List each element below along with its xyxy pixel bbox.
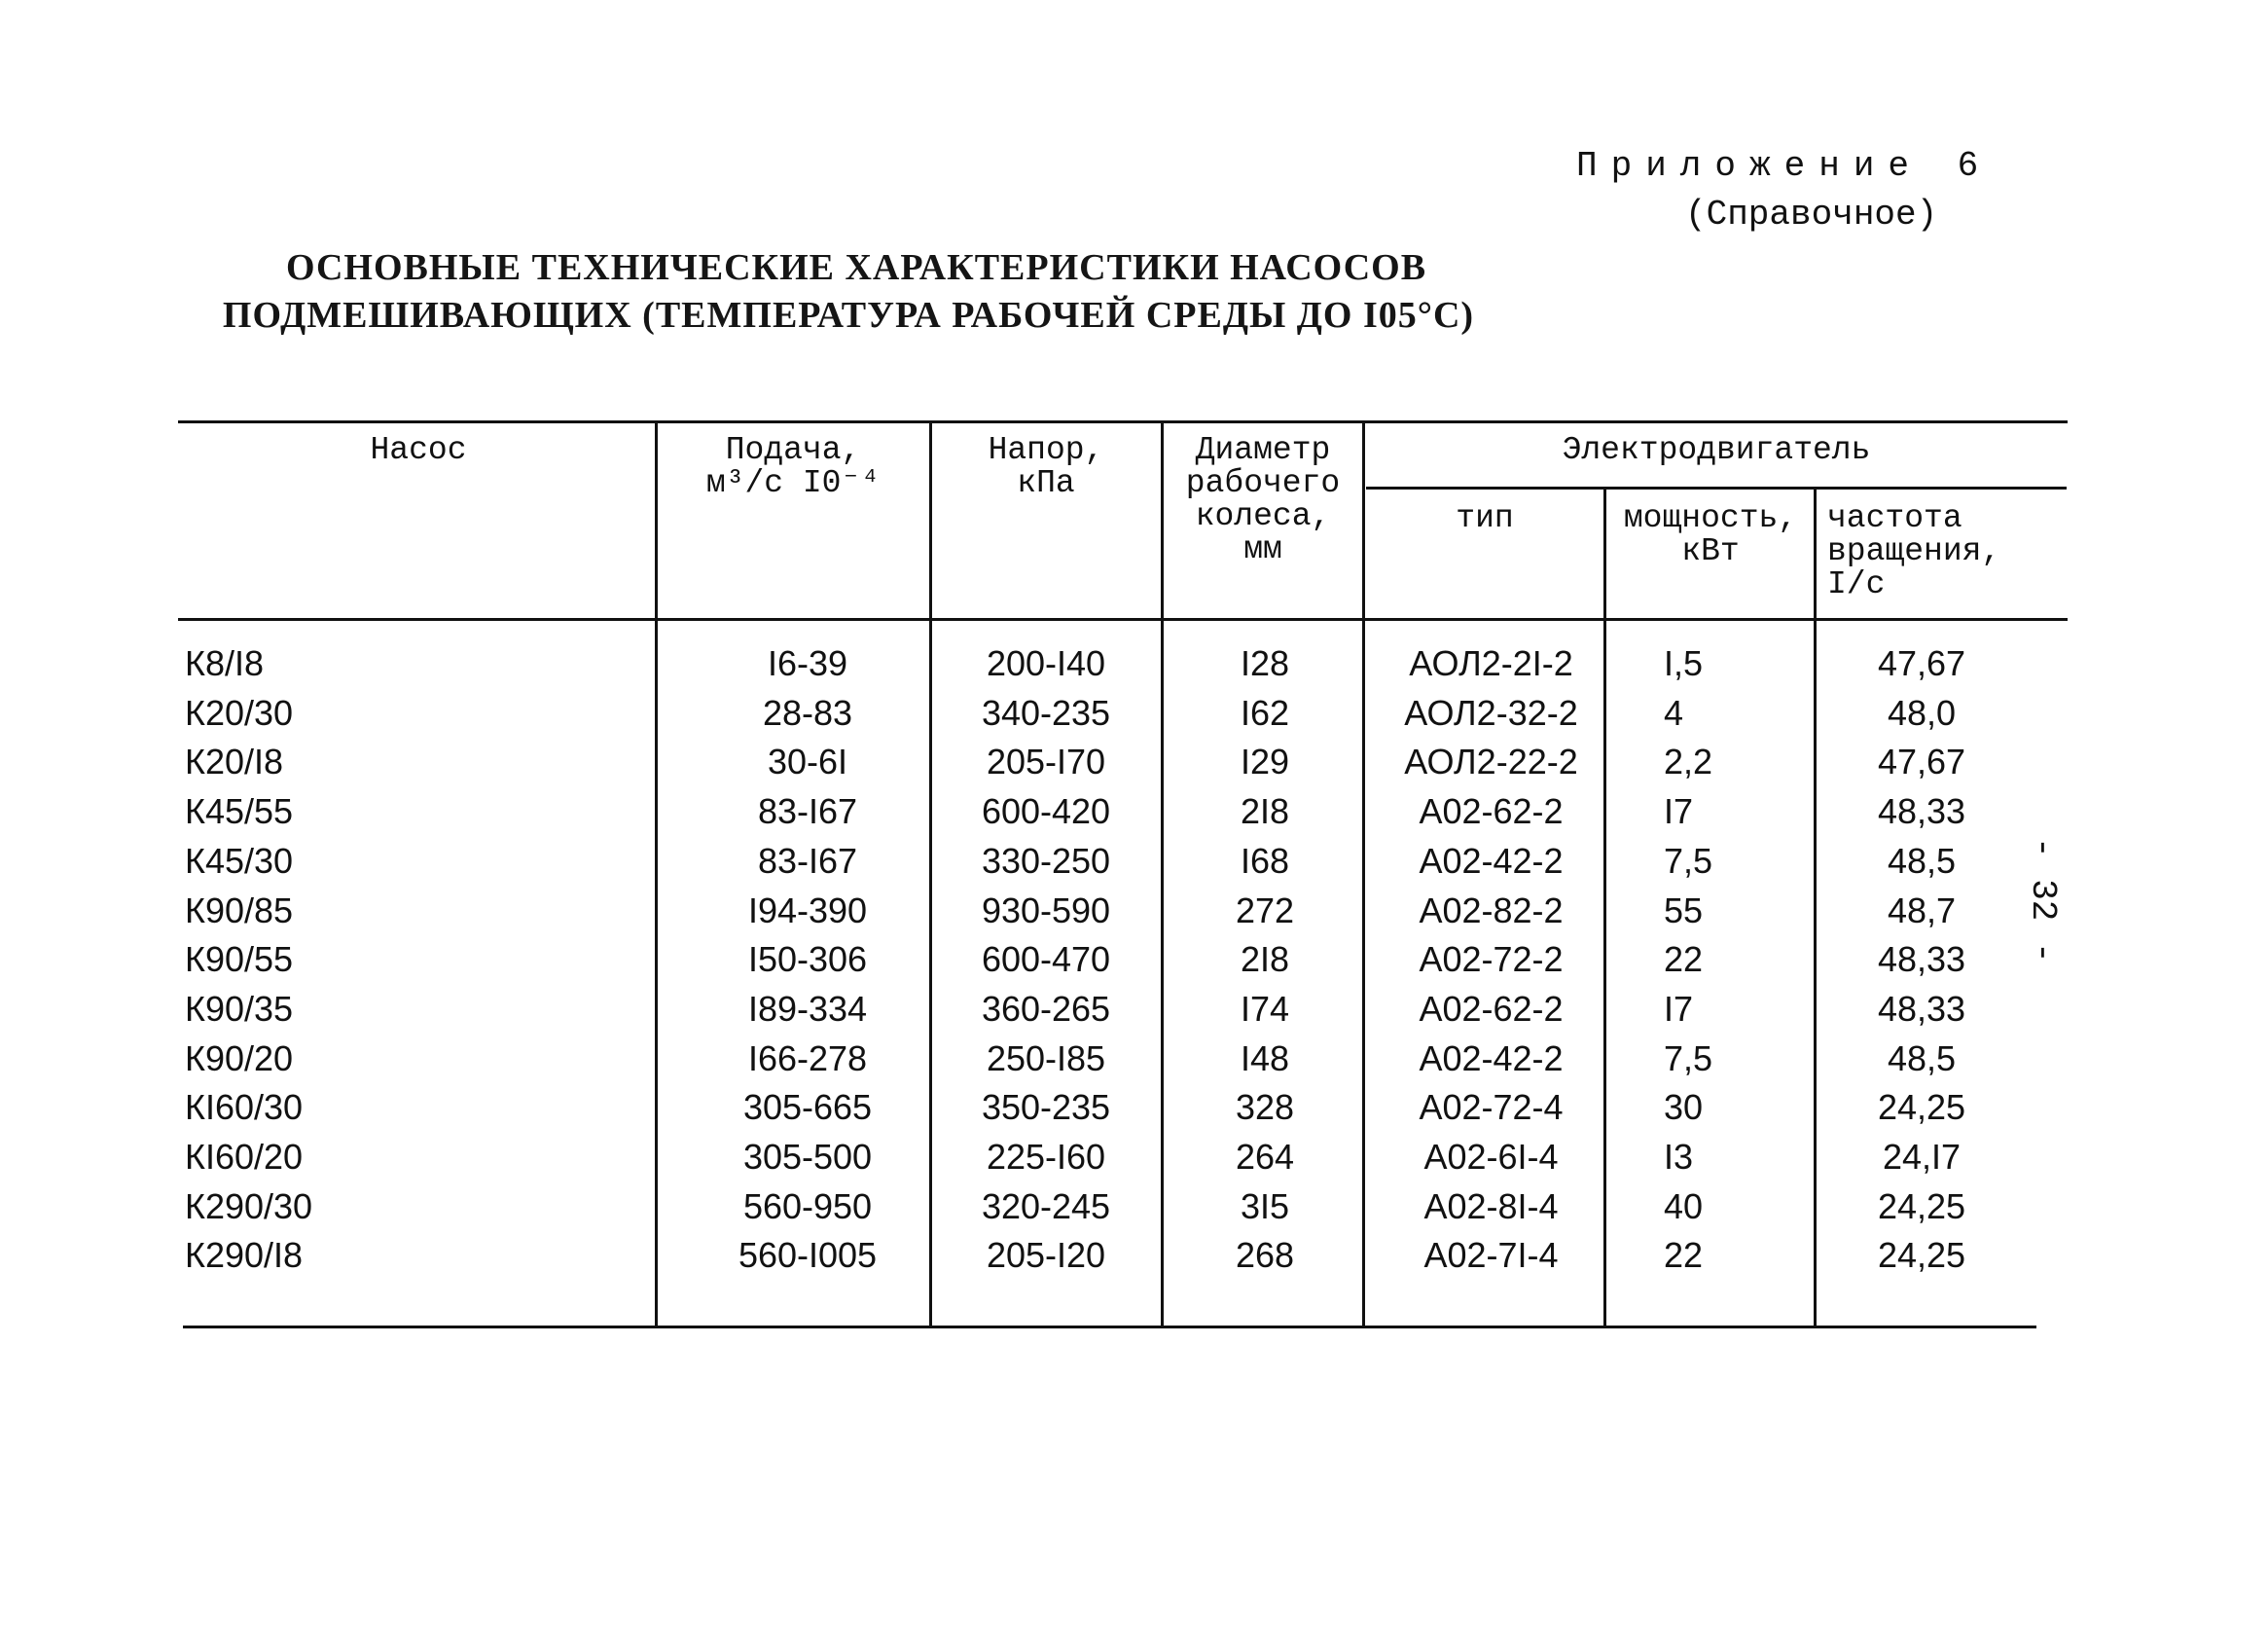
diameter-cell: 2I8: [1240, 939, 1290, 979]
power-cell: 40: [1664, 1186, 1704, 1226]
appendix-label: Приложение 6: [1576, 146, 1993, 186]
head-cell: 360-265: [981, 989, 1111, 1029]
motor-type-cell: АОЛ2-2I-2: [1409, 643, 1573, 683]
motor-type-cell: А02-42-2: [1419, 841, 1564, 881]
motor-type-cell: А02-42-2: [1419, 1038, 1564, 1078]
power-cell: I7: [1664, 989, 1694, 1029]
header-speed: частота вращения, I/с: [1827, 500, 2001, 602]
head-cell: 350-235: [981, 1087, 1111, 1127]
flow-cell: I89-334: [747, 989, 868, 1029]
flow-cell: 83-I67: [757, 841, 858, 881]
power-cell: I,5: [1664, 643, 1704, 683]
flow-cell: 30-6I: [767, 742, 848, 781]
head-cell: 250-I85: [986, 1038, 1106, 1078]
motor-type-cell: А02-72-4: [1419, 1087, 1564, 1127]
header-diameter: Диаметр рабочего колеса, мм: [1185, 432, 1341, 567]
document-title-line2: ПОДМЕШИВАЮЩИХ (ТЕМПЕРАТУРА РАБОЧЕЙ СРЕДЫ ДО I05°С): [222, 295, 1475, 336]
speed-cell: 48,0: [1887, 693, 1957, 733]
head-cell: 320-245: [981, 1186, 1111, 1226]
diameter-cell: 328: [1235, 1087, 1295, 1127]
speed-cell: 48,5: [1887, 841, 1957, 881]
pump-cell: К90/85: [185, 890, 294, 930]
power-cell: 55: [1664, 890, 1704, 930]
col-divider-1: [655, 422, 658, 1327]
diameter-cell: I28: [1240, 643, 1290, 683]
pump-cell: К90/55: [185, 939, 294, 979]
motor-type-cell: А02-62-2: [1419, 989, 1564, 1029]
speed-cell: 48,33: [1877, 989, 1966, 1029]
head-cell: 930-590: [981, 890, 1111, 930]
pump-cell: К90/35: [185, 989, 294, 1029]
diameter-cell: 272: [1235, 890, 1295, 930]
diameter-cell: I62: [1240, 693, 1290, 733]
flow-cell: I94-390: [747, 890, 868, 930]
pump-cell: КI60/20: [185, 1137, 304, 1177]
pump-cell: К45/55: [185, 791, 294, 831]
flow-cell: I6-39: [767, 643, 848, 683]
speed-cell: 24,25: [1877, 1186, 1966, 1226]
diameter-cell: 2I8: [1240, 791, 1290, 831]
power-cell: I7: [1664, 791, 1694, 831]
header-pump: Насос: [370, 432, 467, 468]
head-cell: 205-I20: [986, 1235, 1106, 1275]
diameter-cell: I68: [1240, 841, 1290, 881]
motor-type-cell: А02-7I-4: [1423, 1235, 1559, 1275]
header-type: тип: [1456, 500, 1514, 536]
flow-cell: 305-500: [742, 1137, 873, 1177]
head-cell: 340-235: [981, 693, 1111, 733]
head-cell: 600-420: [981, 791, 1111, 831]
table-top-rule: [178, 420, 2068, 423]
flow-cell: 305-665: [742, 1087, 873, 1127]
speed-cell: 24,I7: [1882, 1137, 1962, 1177]
header-head: Напор, кПа: [988, 432, 1104, 501]
diameter-cell: 268: [1235, 1235, 1295, 1275]
reference-note: (Справочное): [1685, 195, 1938, 235]
diameter-cell: 264: [1235, 1137, 1295, 1177]
header-motor: Электродвигатель: [1562, 432, 1871, 468]
speed-cell: 24,25: [1877, 1087, 1966, 1127]
speed-cell: 24,25: [1877, 1235, 1966, 1275]
power-cell: 7,5: [1664, 841, 1713, 881]
diameter-cell: I48: [1240, 1038, 1290, 1078]
flow-cell: 83-I67: [757, 791, 858, 831]
motor-header-rule: [1366, 487, 2067, 490]
pump-cell: К20/30: [185, 693, 294, 733]
header-flow: Подача, м³/с I0⁻⁴: [705, 432, 881, 501]
flow-cell: I50-306: [747, 939, 868, 979]
power-cell: I3: [1664, 1137, 1694, 1177]
head-cell: 225-I60: [986, 1137, 1106, 1177]
power-cell: 2,2: [1664, 742, 1713, 781]
diameter-cell: I29: [1240, 742, 1290, 781]
head-cell: 330-250: [981, 841, 1111, 881]
motor-type-cell: А02-82-2: [1419, 890, 1564, 930]
speed-cell: 47,67: [1877, 643, 1966, 683]
flow-cell: 28-83: [762, 693, 853, 733]
speed-cell: 48,33: [1877, 939, 1966, 979]
flow-cell: 560-950: [742, 1186, 873, 1226]
motor-type-cell: А02-72-2: [1419, 939, 1564, 979]
pump-cell: К45/30: [185, 841, 294, 881]
power-cell: 4: [1664, 693, 1684, 733]
header-power: мощность, кВт: [1623, 500, 1798, 569]
power-cell: 22: [1664, 939, 1704, 979]
power-cell: 7,5: [1664, 1038, 1713, 1078]
speed-cell: 48,33: [1877, 791, 1966, 831]
head-cell: 205-I70: [986, 742, 1106, 781]
power-cell: 30: [1664, 1087, 1704, 1127]
pump-cell: К20/I8: [185, 742, 284, 781]
diameter-cell: 3I5: [1240, 1186, 1290, 1226]
pump-cell: К290/30: [185, 1186, 313, 1226]
pump-cell: К290/I8: [185, 1235, 304, 1275]
table-bottom-rule: [183, 1326, 2036, 1328]
document-title-line1: ОСНОВНЫЕ ТЕХНИЧЕСКИЕ ХАРАКТЕРИСТИКИ НАСОСОВ: [285, 247, 1427, 288]
motor-type-cell: А02-8I-4: [1423, 1186, 1559, 1226]
diameter-cell: I74: [1240, 989, 1290, 1029]
speed-cell: 48,5: [1887, 1038, 1957, 1078]
head-cell: 200-I40: [986, 643, 1106, 683]
pump-cell: КI60/30: [185, 1087, 304, 1127]
pump-cell: К8/I8: [185, 643, 265, 683]
motor-type-cell: А02-6I-4: [1423, 1137, 1559, 1177]
pump-cell: К90/20: [185, 1038, 294, 1078]
motor-type-cell: А02-62-2: [1419, 791, 1564, 831]
page-number: - 32 -: [2023, 837, 2063, 963]
col-divider-6: [1814, 489, 1817, 1327]
power-cell: 22: [1664, 1235, 1704, 1275]
flow-cell: 560-I005: [738, 1235, 878, 1275]
speed-cell: 47,67: [1877, 742, 1966, 781]
head-cell: 600-470: [981, 939, 1111, 979]
motor-type-cell: АОЛ2-32-2: [1404, 693, 1578, 733]
speed-cell: 48,7: [1887, 890, 1957, 930]
header-bottom-rule: [178, 618, 2068, 621]
flow-cell: I66-278: [747, 1038, 868, 1078]
motor-type-cell: АОЛ2-22-2: [1404, 742, 1578, 781]
